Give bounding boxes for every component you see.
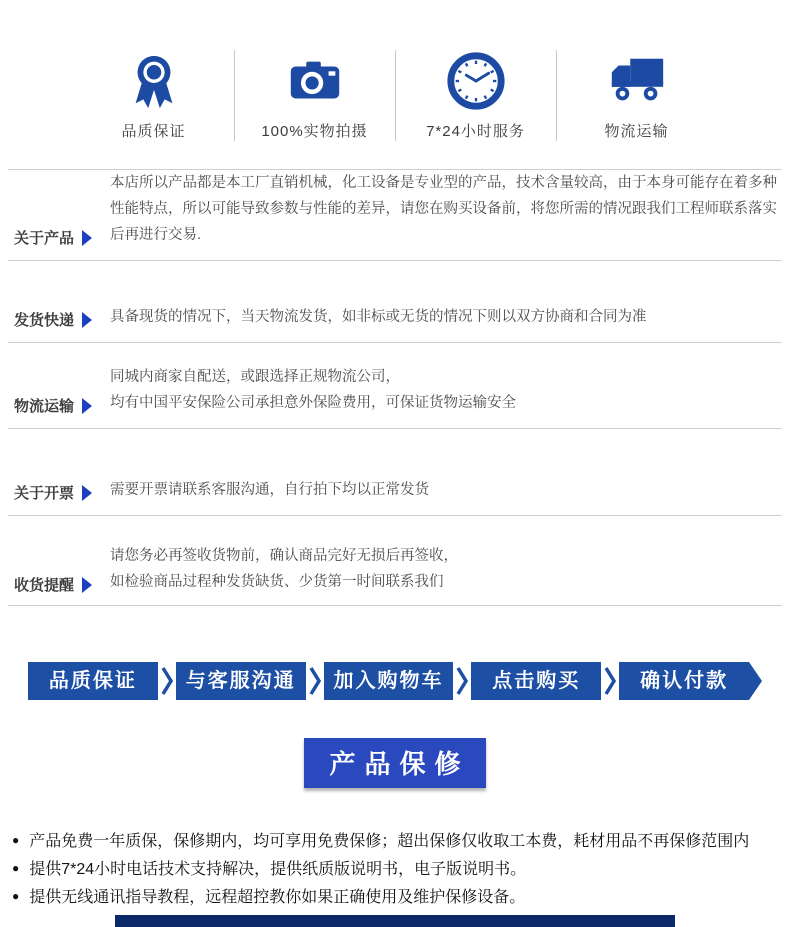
bullet-icon: ● [12, 861, 20, 876]
section-receiving [8, 516, 782, 606]
section-body [110, 170, 782, 248]
section-text: 请您务必再签收货物前，确认商品完好无损后再签收， [110, 548, 458, 565]
section-about-product [8, 170, 782, 261]
feature-photo [234, 50, 395, 141]
section-logistics [8, 343, 782, 429]
section-label-text: 关于产品 [14, 230, 75, 248]
feature-service [395, 50, 556, 141]
section-text: 同城内商家自配送，或跟选择正规物流公司， [110, 369, 400, 386]
section-label [8, 227, 110, 248]
section-label-text: 收货提醒 [14, 577, 75, 595]
warranty-bullet [12, 858, 790, 883]
camera-icon [284, 50, 346, 112]
clock-icon [445, 50, 507, 112]
feature-label: 100%实物拍摄 [261, 123, 368, 140]
section-body [110, 543, 782, 595]
section-arrow-icon [82, 312, 92, 328]
section-label-text: 物流运输 [14, 398, 75, 416]
warranty-bullet-text: 提供7*24小时电话技术支持解决，提供纸质版说明书，电子版说明书。 [29, 861, 527, 879]
section-text: 具备现货的情况下，当天物流发货，如非标或无货的情况下则以双方协商和合同为准 [110, 309, 647, 326]
step-add-to-cart[interactable]: 加入购物车 [324, 662, 454, 700]
warranty-bullet-list [12, 830, 790, 910]
section-label [8, 574, 110, 595]
purchase-steps-banner [28, 662, 762, 700]
truck-icon [606, 50, 668, 112]
section-text: 需要开票请联系客服沟通，自行拍下均以正常发货 [110, 482, 429, 499]
chevron-right-icon [604, 666, 616, 696]
section-label-text: 关于开票 [14, 485, 75, 503]
section-shipping [8, 261, 782, 343]
feature-logistics [556, 50, 717, 141]
section-arrow-icon [82, 577, 92, 593]
chevron-right-icon [309, 666, 321, 696]
feature-bar [8, 0, 782, 170]
step-confirm-payment[interactable]: 确认付款 [619, 662, 749, 700]
step-buy-now[interactable]: 点击购买 [471, 662, 601, 700]
step-quality-guarantee[interactable]: 品质保证 [28, 662, 158, 700]
arrow-tip-icon [749, 662, 762, 700]
section-label [8, 395, 110, 416]
section-body [110, 364, 782, 416]
chevron-right-icon [161, 666, 173, 696]
section-text: 如检验商品过程种发货缺货、少货第一时间联系我们 [110, 574, 444, 591]
section-label [8, 482, 110, 503]
bottom-divider-bar [115, 915, 675, 927]
feature-label: 品质保证 [121, 123, 186, 140]
section-arrow-icon [82, 485, 92, 501]
bullet-icon: ● [12, 833, 20, 848]
section-label-text: 发货快递 [14, 312, 75, 330]
warranty-title: 产品保修 [304, 738, 486, 788]
medal-icon [123, 50, 185, 112]
feature-label: 物流运输 [604, 123, 669, 140]
chevron-right-icon [456, 666, 468, 696]
section-text: 均有中国平安保险公司承担意外保险费用，可保证货物运输安全 [110, 395, 516, 412]
feature-quality [74, 50, 234, 141]
warranty-bullet-text: 产品免费一年质保，保修期内，均可享用免费保修；超出保修仅收取工本费，耗材用品不再保修范围内 [29, 833, 750, 851]
section-body [110, 304, 782, 330]
section-arrow-icon [82, 230, 92, 246]
warranty-bullet [12, 886, 790, 911]
section-invoice [8, 429, 782, 516]
section-label [8, 309, 110, 330]
section-arrow-icon [82, 398, 92, 414]
bullet-icon: ● [12, 888, 20, 903]
feature-label: 7*24小时服务 [426, 123, 525, 140]
warranty-bullet [12, 830, 790, 855]
section-body [110, 477, 782, 503]
step-contact-service[interactable]: 与客服沟通 [176, 662, 306, 700]
section-text: 本店所以产品都是本工厂直销机械，化工设备是专业型的产品，技术含量较高，由于本身可能存在着多种性能特点，所以可能导致参数与性能的差异，请您在购买设备前，将您所需的情况跟我们工程师联系落实后再进行交易. [110, 175, 777, 244]
warranty-bullet-text: 提供无线通讯指导教程，远程超控教你如果正确使用及维护保修设备。 [29, 888, 526, 906]
